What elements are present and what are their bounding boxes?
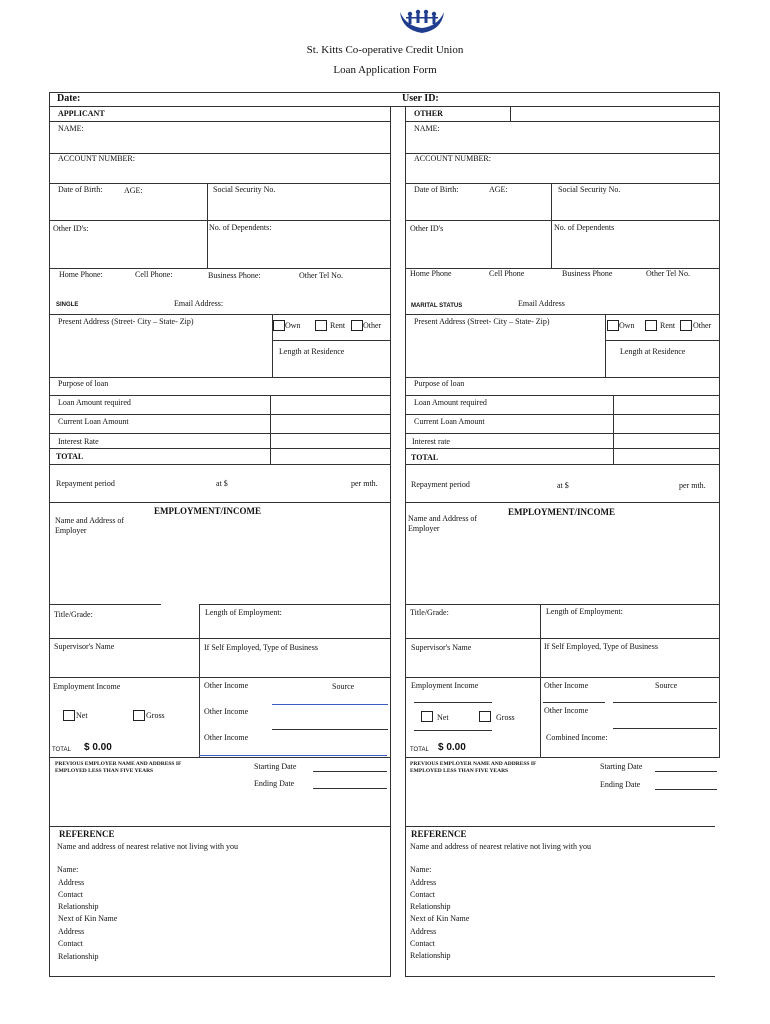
- applicant-other-income-3[interactable]: Other Income: [204, 733, 249, 742]
- other-own-checkbox[interactable]: [607, 320, 619, 331]
- other-other-checkbox[interactable]: [680, 320, 692, 331]
- applicant-other-income-2[interactable]: Other Income: [204, 707, 249, 716]
- applicant-net-checkbox[interactable]: [63, 710, 75, 721]
- form-title: Loan Application Form: [333, 64, 437, 76]
- other-source[interactable]: Source: [655, 681, 678, 690]
- other-total-label: TOTAL: [411, 453, 439, 462]
- other-rent-checkbox[interactable]: [645, 320, 657, 331]
- applicant-dependents-field[interactable]: No. of Dependents:: [209, 223, 272, 232]
- applicant-loan-amount-field[interactable]: Loan Amount required: [58, 398, 131, 407]
- next-of-kin-relationship-field-right[interactable]: Relationship: [410, 951, 451, 960]
- applicant-ending-date[interactable]: Ending Date: [254, 779, 295, 788]
- org-name: St. Kitts Co-operative Credit Union: [306, 44, 464, 56]
- other-label-right: Other: [693, 321, 712, 330]
- reference-heading: REFERENCE: [59, 829, 115, 839]
- ref-name-field[interactable]: Name:: [57, 865, 79, 874]
- other-address-field[interactable]: Present Address (Street- City – State- Zip): [414, 317, 550, 326]
- prev-employer-right-line1: PREVIOUS EMPLOYER NAME AND ADDRESS IF: [410, 761, 537, 767]
- next-of-kin-contact-field-right[interactable]: Contact: [410, 939, 435, 948]
- applicant-other-income[interactable]: Other Income: [204, 681, 249, 690]
- other-length-employment[interactable]: Length of Employment:: [546, 607, 623, 616]
- other-repayment-field[interactable]: Repayment period: [411, 480, 470, 489]
- applicant-gross-checkbox[interactable]: [133, 710, 145, 721]
- applicant-interest-field[interactable]: Interest Rate: [58, 437, 99, 446]
- applicant-purpose-field[interactable]: Purpose of loan: [58, 379, 109, 388]
- applicant-source[interactable]: Source: [332, 682, 355, 691]
- other-other-ids-field[interactable]: Other ID's: [410, 224, 444, 233]
- gross-label-right: Gross: [496, 713, 515, 722]
- userid-label: User ID:: [402, 93, 439, 104]
- applicant-per-month-label: per mth.: [351, 479, 378, 488]
- applicant-rent-checkbox[interactable]: [315, 320, 327, 331]
- applicant-own-checkbox[interactable]: [273, 320, 285, 331]
- other-combined-income[interactable]: Combined Income:: [546, 733, 608, 742]
- ref-contact-field[interactable]: Contact: [58, 890, 83, 899]
- next-of-kin-relationship-field[interactable]: Relationship: [58, 952, 99, 961]
- ref-relationship-field[interactable]: Relationship: [58, 902, 99, 911]
- own-label: Own: [285, 321, 301, 330]
- employer-label-line1: Name and Address of: [55, 516, 125, 525]
- prev-employer-line1: PREVIOUS EMPLOYER NAME AND ADDRESS IF: [55, 761, 182, 767]
- applicant-section-label: APPLICANT: [58, 109, 105, 118]
- applicant-name-field[interactable]: NAME:: [58, 124, 84, 133]
- reference-description-right: Name and address of nearest relative not living with you: [410, 842, 592, 851]
- other-label: Other: [363, 321, 382, 330]
- other-per-month-label: per mth.: [679, 481, 706, 490]
- other-business-phone[interactable]: Business Phone: [562, 269, 613, 278]
- next-of-kin-name-field-right[interactable]: Next of Kin Name: [410, 914, 470, 923]
- ref-address-field-right[interactable]: Address: [410, 878, 437, 887]
- rent-label-right: Rent: [660, 321, 676, 330]
- own-label-right: Own: [619, 321, 635, 330]
- applicant-ssn-field[interactable]: Social Security No.: [213, 185, 276, 194]
- prev-employer-right-line2: EMPLOYED LESS THAN FIVE YEARS: [410, 768, 509, 774]
- rent-label: Rent: [330, 321, 346, 330]
- other-section-label: OTHER: [414, 109, 443, 118]
- other-current-loan-field[interactable]: Current Loan Amount: [414, 417, 485, 426]
- next-of-kin-contact-field[interactable]: Contact: [58, 939, 83, 948]
- applicant-supervisor[interactable]: Supervisor's Name: [54, 642, 115, 651]
- marital-status-label: MARITAL STATUS: [411, 303, 463, 309]
- other-account-field[interactable]: ACCOUNT NUMBER:: [414, 154, 491, 163]
- credit-union-logo: [398, 4, 446, 34]
- other-total-income-value: $ 0.00: [438, 742, 466, 753]
- other-purpose-field[interactable]: Purpose of loan: [414, 379, 465, 388]
- applicant-employment-income[interactable]: Employment Income: [53, 682, 121, 691]
- ref-address-field[interactable]: Address: [58, 878, 85, 887]
- next-of-kin-name-field[interactable]: Next of Kin Name: [58, 914, 118, 923]
- applicant-business-phone[interactable]: Business Phone:: [208, 271, 261, 280]
- applicant-other-checkbox[interactable]: [351, 320, 363, 331]
- other-at-label: at $: [557, 481, 569, 490]
- other-ssn-field[interactable]: Social Security No.: [558, 185, 621, 194]
- other-title-grade[interactable]: Title/Grade:: [410, 608, 449, 617]
- applicant-dob-field[interactable]: Date of Birth:: [58, 185, 103, 194]
- other-gross-checkbox[interactable]: [479, 711, 491, 722]
- ref-contact-field-right[interactable]: Contact: [410, 890, 435, 899]
- applicant-total-income-label: TOTAL: [52, 747, 71, 753]
- other-name-field[interactable]: NAME:: [414, 124, 440, 133]
- date-label: Date:: [57, 93, 81, 104]
- other-self-employed[interactable]: If Self Employed, Type of Business: [544, 642, 658, 651]
- other-email-field[interactable]: Email Address: [518, 299, 565, 308]
- applicant-account-field[interactable]: ACCOUNT NUMBER:: [58, 154, 135, 163]
- applicant-at-label: at $: [216, 479, 228, 488]
- applicant-total-income-value: $ 0.00: [84, 742, 112, 753]
- employer-label-right-line2: Employer: [408, 524, 440, 533]
- other-starting-date[interactable]: Starting Date: [600, 762, 643, 771]
- net-label-right: Net: [437, 713, 449, 722]
- ref-relationship-field-right[interactable]: Relationship: [410, 902, 451, 911]
- applicant-title-grade[interactable]: Title/Grade:: [54, 610, 93, 619]
- employer-label-line2: Employer: [55, 526, 87, 535]
- other-age-field[interactable]: AGE:: [489, 185, 508, 194]
- other-net-checkbox[interactable]: [421, 711, 433, 722]
- applicant-cell-phone[interactable]: Cell Phone:: [135, 270, 173, 279]
- applicant-length-residence[interactable]: Length at Residence: [279, 347, 345, 356]
- applicant-self-employed[interactable]: If Self Employed, Type of Business: [204, 643, 318, 652]
- other-supervisor[interactable]: Supervisor's Name: [411, 643, 472, 652]
- applicant-other-tel[interactable]: Other Tel No.: [299, 271, 343, 280]
- next-of-kin-address-field[interactable]: Address: [58, 927, 85, 936]
- other-dob-field[interactable]: Date of Birth:: [414, 185, 459, 194]
- applicant-total-label: TOTAL: [56, 452, 84, 461]
- reference-heading-right: REFERENCE: [411, 829, 467, 839]
- employer-label-right-line1: Name and Address of: [408, 514, 478, 523]
- other-total-income-label: TOTAL: [410, 747, 429, 753]
- applicant-age-field[interactable]: AGE:: [124, 186, 143, 195]
- applicant-current-loan-field[interactable]: Current Loan Amount: [58, 417, 129, 426]
- gross-label: Gross: [146, 711, 165, 720]
- other-dependents-field[interactable]: No. of Dependents: [554, 223, 615, 232]
- next-of-kin-address-field-right[interactable]: Address: [410, 927, 437, 936]
- other-cell-phone[interactable]: Cell Phone: [489, 269, 525, 278]
- employment-heading: EMPLOYMENT/INCOME: [154, 506, 261, 516]
- applicant-email-field[interactable]: Email Address:: [174, 299, 224, 308]
- other-loan-amount-field[interactable]: Loan Amount required: [414, 398, 487, 407]
- other-other-income-2[interactable]: Other Income: [544, 706, 589, 715]
- prev-employer-line2: EMPLOYED LESS THAN FIVE YEARS: [55, 768, 154, 774]
- net-label: Net: [76, 711, 88, 720]
- reference-description: Name and address of nearest relative not living with you: [57, 842, 239, 851]
- other-ending-date[interactable]: Ending Date: [600, 780, 641, 789]
- applicant-home-phone[interactable]: Home Phone:: [59, 270, 103, 279]
- applicant-length-employment[interactable]: Length of Employment:: [205, 608, 282, 617]
- other-employment-income[interactable]: Employment Income: [411, 681, 479, 690]
- other-interest-field[interactable]: Interest rate: [412, 437, 450, 446]
- ref-name-field-right[interactable]: Name:: [410, 865, 432, 874]
- other-home-phone[interactable]: Home Phone: [410, 269, 452, 278]
- other-length-residence[interactable]: Length at Residence: [620, 347, 686, 356]
- employment-heading-right: EMPLOYMENT/INCOME: [508, 507, 615, 517]
- applicant-starting-date[interactable]: Starting Date: [254, 762, 297, 771]
- applicant-other-ids-field[interactable]: Other ID's:: [53, 224, 89, 233]
- other-other-income[interactable]: Other Income: [544, 681, 589, 690]
- other-other-tel[interactable]: Other Tel No.: [646, 269, 690, 278]
- applicant-address-field[interactable]: Present Address (Street- City – State- Zip): [58, 317, 194, 326]
- applicant-status-label: SINGLE: [56, 302, 79, 308]
- applicant-repayment-field[interactable]: Repayment period: [56, 479, 115, 488]
